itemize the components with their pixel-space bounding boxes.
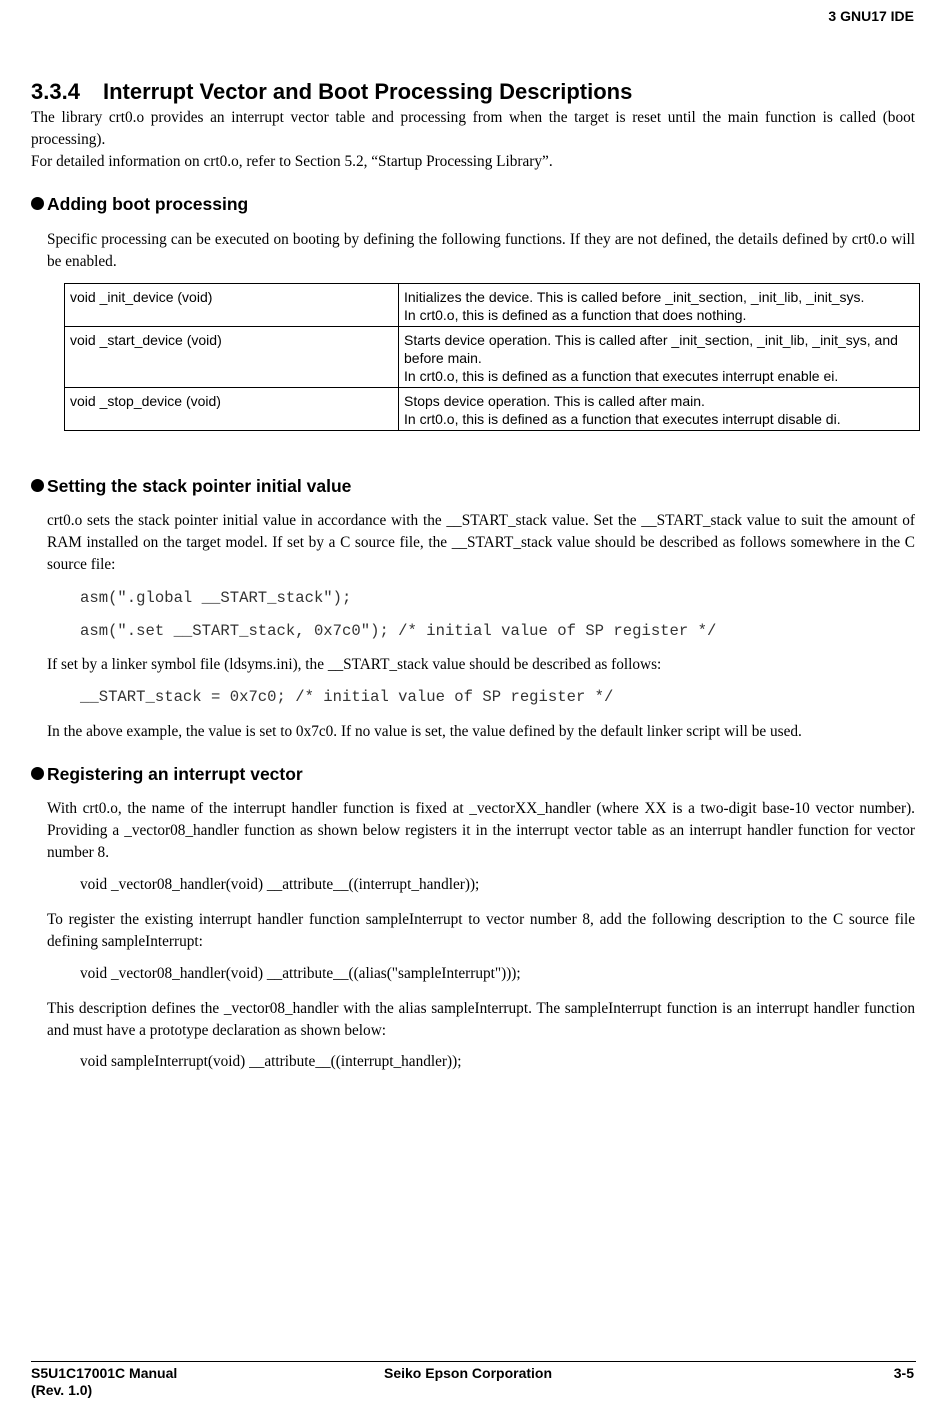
section-title — [31, 79, 632, 105]
vector-description: With crt0.o, the name of the interrupt handler function is fixed at _vectorXX_handler (where XX is a two-digit base-10 vector number). Providing a _vector08_handler function as shown below registers it in the interrupt vector table as an interrupt handler function for vector number 8. — [47, 800, 915, 861]
footer-rule — [31, 1361, 916, 1362]
footer-manual: S5U1C17001C Manual — [31, 1365, 178, 1381]
intro-paragraph-2: For detailed information on crt0.o, refer to Section 5.2, “Startup Processing Library”. — [31, 153, 553, 170]
boot-functions-table — [64, 283, 920, 431]
bullet-icon — [31, 479, 44, 492]
boot-description: Specific processing can be executed on booting by defining the following functions. If they are not defined, the details defined by crt0.o will be enabled. — [47, 231, 915, 270]
stack-linker-text: If set by a linker symbol file (ldsyms.ini), the __START_stack value should be described as follows: — [47, 656, 662, 673]
vector-heading-text: Registering an interrupt vector — [47, 764, 303, 784]
bullet-icon — [31, 767, 44, 780]
code-line-global: asm(".global __START_stack"); — [80, 589, 352, 607]
vector-heading — [31, 764, 303, 785]
stack-description: crt0.o sets the stack pointer initial value in accordance with the __START_stack value. Set the __START_stack value to suit the amount of RAM installed on the target model. If set by a C source file, the __START_stack value should be described as follows somewhere in the C source file: — [47, 512, 915, 573]
function-name-cell: void _stop_device (void) — [65, 388, 399, 431]
table-row — [65, 327, 920, 388]
table-row — [65, 284, 920, 327]
intro-paragraph-1: The library crt0.o provides an interrupt vector table and processing from when the target is reset until the main function is called (boot processing). — [31, 109, 915, 148]
decl-alias: void _vector08_handler(void) __attribute__((alias("sampleInterrupt"))); — [80, 965, 521, 982]
desc-line: In crt0.o, this is defined as a function that executes interrupt enable ei. — [404, 368, 839, 384]
desc-line: In crt0.o, this is defined as a function that executes interrupt disable di. — [404, 411, 841, 427]
footer-revision: (Rev. 1.0) — [31, 1382, 93, 1398]
footer-page-number: 3-5 — [893, 1365, 914, 1381]
vector-alias-text: This description defines the _vector08_handler with the alias sampleInterrupt. The sampleInterrupt function is an interrupt handler function and must have a prototype declaration as shown below: — [47, 1000, 915, 1039]
function-name-cell: void _init_device (void) — [65, 284, 399, 327]
boot-heading-text: Adding boot processing — [47, 194, 249, 214]
stack-heading-text: Setting the stack pointer initial value — [47, 476, 352, 496]
stack-heading — [31, 476, 351, 497]
function-desc-cell — [399, 284, 920, 327]
function-name-cell: void _start_device (void) — [65, 327, 399, 388]
table-row — [65, 388, 920, 431]
boot-heading — [31, 194, 248, 215]
function-desc-cell — [399, 327, 920, 388]
desc-line: Starts device operation. This is called after _init_section, _init_lib, _init_sys, and before main. — [404, 332, 898, 366]
decl-handler: void _vector08_handler(void) __attribute__((interrupt_handler)); — [80, 876, 480, 893]
footer-company: Seiko Epson Corporation — [384, 1365, 553, 1381]
page-header-chapter: 3 GNU17 IDE — [828, 8, 914, 24]
desc-line: Initializes the device. This is called before _init_section, _init_lib, _init_sys. — [404, 289, 865, 305]
function-desc-cell — [399, 388, 920, 431]
section-title-text: Interrupt Vector and Boot Processing Descriptions — [103, 79, 633, 104]
section-number: 3.3.4 — [31, 79, 80, 104]
desc-line: In crt0.o, this is defined as a function that does nothing. — [404, 307, 747, 323]
desc-line: Stops device operation. This is called after main. — [404, 393, 705, 409]
vector-register-text: To register the existing interrupt handler function sampleInterrupt to vector number 8, add the following description to the C source file defining sampleInterrupt: — [47, 911, 915, 950]
decl-prototype: void sampleInterrupt(void) __attribute__((interrupt_handler)); — [80, 1053, 462, 1070]
stack-example-text: In the above example, the value is set to 0x7c0. If no value is set, the value defined by the default linker script will be used. — [47, 723, 802, 740]
code-line-set: asm(".set __START_stack, 0x7c0"); /* initial value of SP register */ — [80, 622, 717, 640]
section-intro — [31, 107, 915, 173]
bullet-icon — [31, 197, 44, 210]
code-line-linker: __START_stack = 0x7c0; /* initial value of SP register */ — [80, 688, 614, 706]
